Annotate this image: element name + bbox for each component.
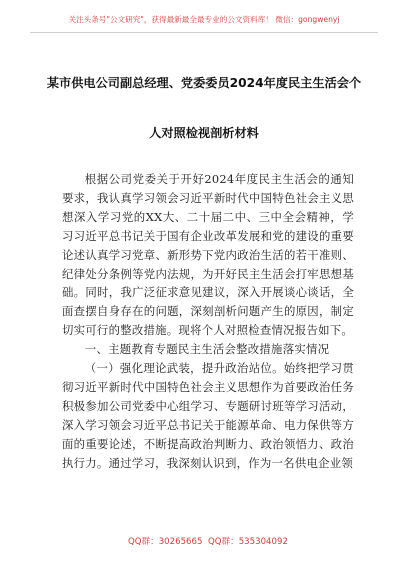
header-note: 关注头条号"公文研究"，获得最新最全最专业的公文资料库！ 微信：gongwenyj [68,15,340,24]
section-heading: 一、主题教育专题民主生活会整改措施落实情况 [84,342,330,357]
footer-qq-group-2: QQ群：535304092 [208,537,288,547]
document-title-line-2: 人对照检视剖析材料 [149,126,259,140]
body-paragraph: （一）强化理论武装，提升政治站位。始终把学习贯彻习近平新时代中国特色社会主义思想作为首要政治任务积极参加公司党委中心组学习、专题研讨班等学习活动，深入学习领会习近平总书记关于能源革命、电力保供等方面的重要论述，不断提高政治判断力、政治领悟力、政治执行力。通过学习，我深刻认识到，作为一名供电企业领 [62,361,354,470]
body-paragraph: 根据公司党委关于开好2024年度民主生活会的通知要求，我认真学习领会习近平新时代中国特色社会主义思想深入学习党的XX大、二十届二中、三中全会精神，学习习近平总书记关于国有企业改革发展和党的建设的重要论述认真学习党章、新形势下党内政治生活的若干准则、纪律处分条例等党内法规，为开好民主生活会打牢思想基础。同时，我广泛征求意见建议，深入开展谈心谈话，全面查摆自身存在的问题，深刻剖析问题产生的原因，制定切实可行的整改措施。现将个人对照检查情况报告如下。 [62,172,354,338]
footer-qq-group-1: QQ群：30265665 [128,537,203,547]
document-body [62,170,354,473]
header-divider [30,32,378,33]
document-title-line-1: 某市供电公司副总经理、党委委员2024年度民主生活会个 [46,76,362,90]
